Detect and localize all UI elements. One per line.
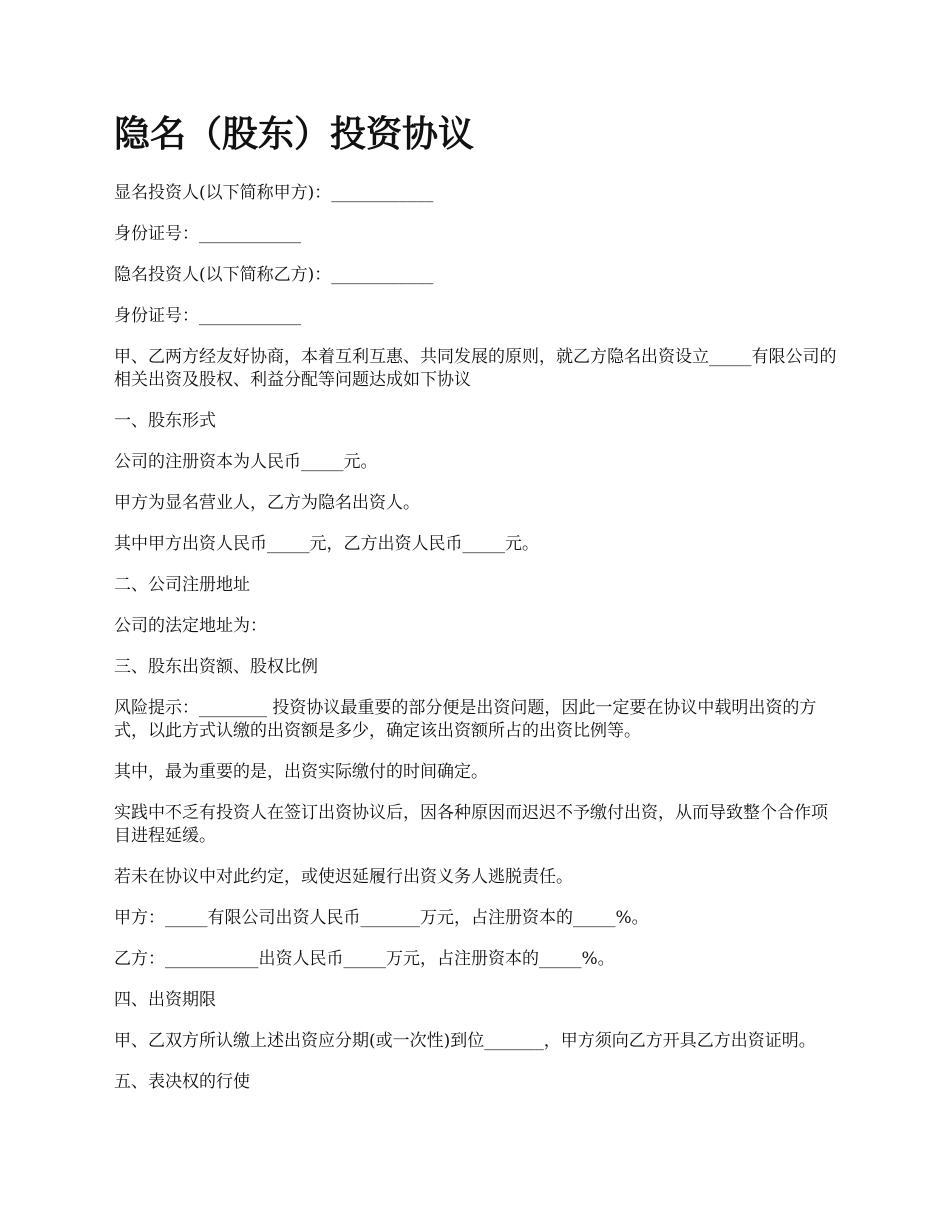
registered-capital-line: 公司的注册资本为人民币_____元。 — [114, 452, 378, 472]
party-b-id-line: 身份证号：____________ — [114, 306, 301, 326]
party-a-name-line: 显名投资人(以下简称甲方)：____________ — [114, 183, 434, 203]
document-title: 隐名（股东）投资协议 — [114, 114, 475, 155]
no-agreement-line: 若未在协议中对此约定，或使迟延履行出资义务人逃脱责任。 — [114, 867, 573, 887]
contribution-split-line: 其中甲方出资人民币_____元，乙方出资人民币_____元。 — [114, 534, 539, 554]
contribution-deadline-paragraph: 甲、乙双方所认缴上述出资应分期(或一次性)到位_______，甲方须向乙方开具乙方出资证明。 — [114, 1031, 816, 1051]
preamble-paragraph: 甲、乙两方经友好协商，本着互利互惠、共同发展的原则，就乙方隐名出资设立_____有限公司的相关出资及股权、利益分配等问题达成如下协议 — [114, 347, 837, 390]
risk-notice-paragraph: 风险提示：________ 投资协议最重要的部分便是出资问题，因此一定要在协议中载明出资的方式，以此方式认缴的出资额是多少，确定该出资额所占的出资比例等。 — [114, 698, 817, 741]
section-heading-1: 一、股东形式 — [114, 411, 216, 431]
party-a-contribution-line: 甲方：_____有限公司出资人民币_______万元，占注册资本的_____%。 — [114, 908, 649, 928]
party-b-name-line: 隐名投资人(以下简称乙方)：____________ — [114, 265, 434, 285]
section-heading-3: 三、股东出资额、股权比例 — [114, 657, 318, 677]
party-b-contribution-line: 乙方：___________出资人民币_____万元，占注册资本的_____%。 — [114, 949, 615, 969]
party-a-id-line: 身份证号：____________ — [114, 224, 301, 244]
delay-practice-paragraph: 实践中不乏有投资人在签订出资协议后，因各种原因而迟迟不予缴付出资，从而导致整个合作项目进程延缓。 — [114, 803, 828, 846]
legal-address-line: 公司的法定地址为： — [114, 616, 267, 636]
document-page — [114, 110, 842, 1112]
section-heading-4: 四、出资期限 — [114, 990, 216, 1010]
section-heading-5: 五、表决权的行使 — [114, 1072, 250, 1092]
section-heading-2: 二、公司注册地址 — [114, 575, 250, 595]
payment-time-line: 其中，最为重要的是，出资实际缴付的时间确定。 — [114, 762, 488, 782]
roles-line: 甲方为显名营业人，乙方为隐名出资人。 — [114, 493, 420, 513]
